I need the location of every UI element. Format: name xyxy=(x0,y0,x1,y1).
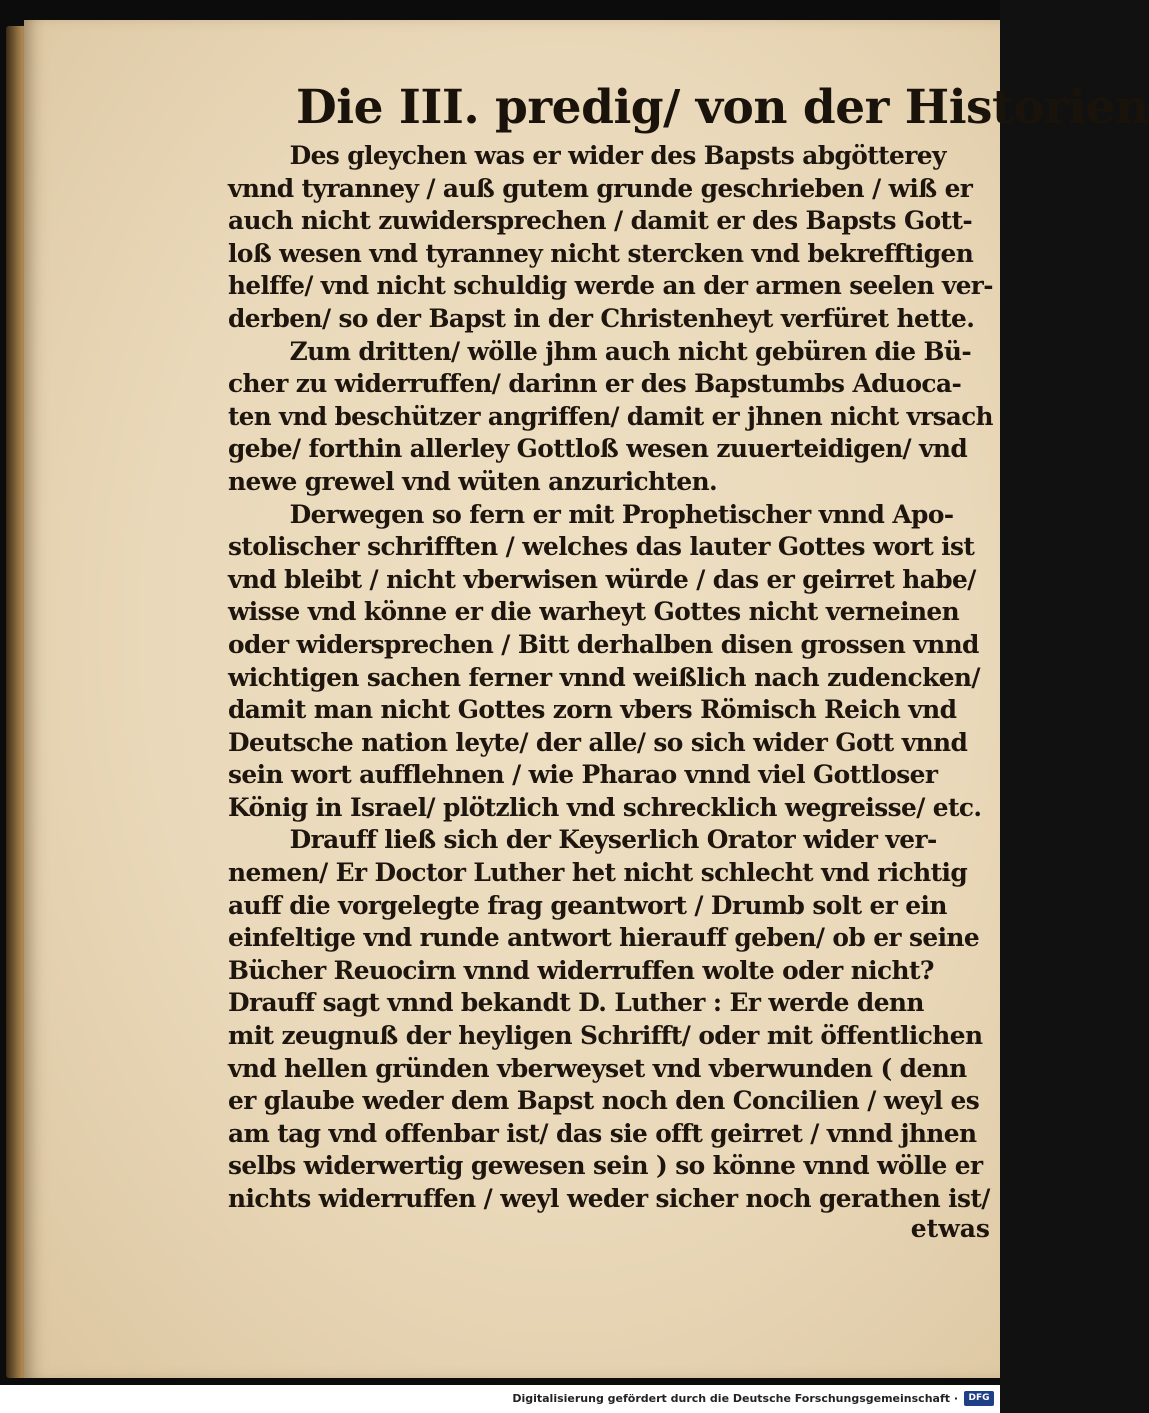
funding-credit: Digitalisierung gefördert durch die Deutsche Forschungsgemeinschaft · xyxy=(512,1392,958,1405)
text-line: vnd hellen gründen vberweyset vnd vberwunden ( denn xyxy=(228,1053,967,1083)
text-line: am tag vnd offenbar ist/ das sie offt geirret / vnnd jhnen xyxy=(228,1118,977,1148)
text-line: stolischer schrifften / welches das lauter Gottes wort ist xyxy=(228,532,975,562)
text-line: Des gleychen was er wider des Bapsts abgötterey xyxy=(289,141,946,170)
catchword: etwas xyxy=(910,1214,990,1243)
text-line: Zum dritten/ wölle jhm auch nicht gebüren die Bü- xyxy=(289,336,972,366)
text-line: Deutsche nation leyte/ der alle/ so sich wider Gott vnnd xyxy=(228,727,968,757)
text-line: mit zeugnuß der heyligen Schrifft/ oder mit öffentlichen xyxy=(228,1021,983,1051)
text-line: selbs widerwertig gewesen sein ) so könne vnnd wölle er xyxy=(228,1151,983,1181)
page-body-text xyxy=(228,140,998,1216)
text-line: oder widersprechen / Bitt derhalben disen grossen vnnd xyxy=(228,629,979,659)
text-line: vnd bleibt / nicht vberwisen würde / das er geirret habe/ xyxy=(228,564,976,594)
text-line: gebe/ forthin allerley Gottloß wesen zuuerteidigen/ vnd xyxy=(228,434,968,464)
text-line: sein wort aufflehnen / wie Pharao vnnd viel Gottloser xyxy=(228,760,938,790)
text-line: auff die vorgelegte frag geantwort / Drumb solt er ein xyxy=(228,890,947,920)
text-line: ten vnd beschützer angriffen/ damit er jhnen nicht vrsach xyxy=(228,401,993,431)
text-line: cher zu widerruffen/ darinn er des Bapstumbs Aduoca- xyxy=(228,369,962,399)
text-line: König in Israel/ plötzlich vnd schrecklich wegreisse/ etc. xyxy=(228,792,982,822)
text-line: helffe/ vnd nicht schuldig werde an der armen seelen ver- xyxy=(228,271,993,301)
text-line: er glaube weder dem Bapst noch den Concilien / weyl es xyxy=(228,1086,980,1116)
text-line: loß wesen vnd tyranney nicht stercken vnd bekrefftigen xyxy=(228,238,974,268)
text-line: wichtigen sachen ferner vnnd weißlich nach zudencken/ xyxy=(228,662,980,692)
text-line: einfeltige vnd runde antwort hierauff geben/ ob er seine xyxy=(228,923,980,953)
text-line: derben/ so der Bapst in der Christenheyt verfüret hette. xyxy=(228,303,975,333)
text-line: Derwegen so fern er mit Prophetischer vnnd Apo- xyxy=(289,499,954,529)
text-line: nemen/ Er Doctor Luther het nicht schlecht vnd richtig xyxy=(228,858,968,888)
text-line: Drauff ließ sich der Keyserlich Orator wider ver- xyxy=(289,825,937,855)
credit-bar xyxy=(0,1385,1000,1413)
text-line: wisse vnd könne er die warheyt Gottes nicht verneinen xyxy=(228,597,960,627)
text-line: Bücher Reuocirn vnnd widerruffen wolte oder nicht? xyxy=(228,955,934,985)
dfg-logo-icon: DFG xyxy=(964,1391,994,1406)
text-line: damit man nicht Gottes zorn vbers Römisch Reich vnd xyxy=(228,695,957,725)
page-heading: Die III. predig/ von der Historien xyxy=(296,80,1149,135)
text-line: nichts widerruffen / weyl weder sicher noch gerathen ist/ xyxy=(228,1184,990,1213)
text-line: auch nicht zuwidersprechen / damit er des Bapsts Gott- xyxy=(228,206,973,236)
text-line: Drauff sagt vnnd bekandt D. Luther : Er werde denn xyxy=(228,988,924,1018)
text-line: newe grewel vnd wüten anzurichten. xyxy=(228,466,718,496)
text-line: vnnd tyranney / auß gutem grunde geschrieben / wiß er xyxy=(228,173,973,203)
